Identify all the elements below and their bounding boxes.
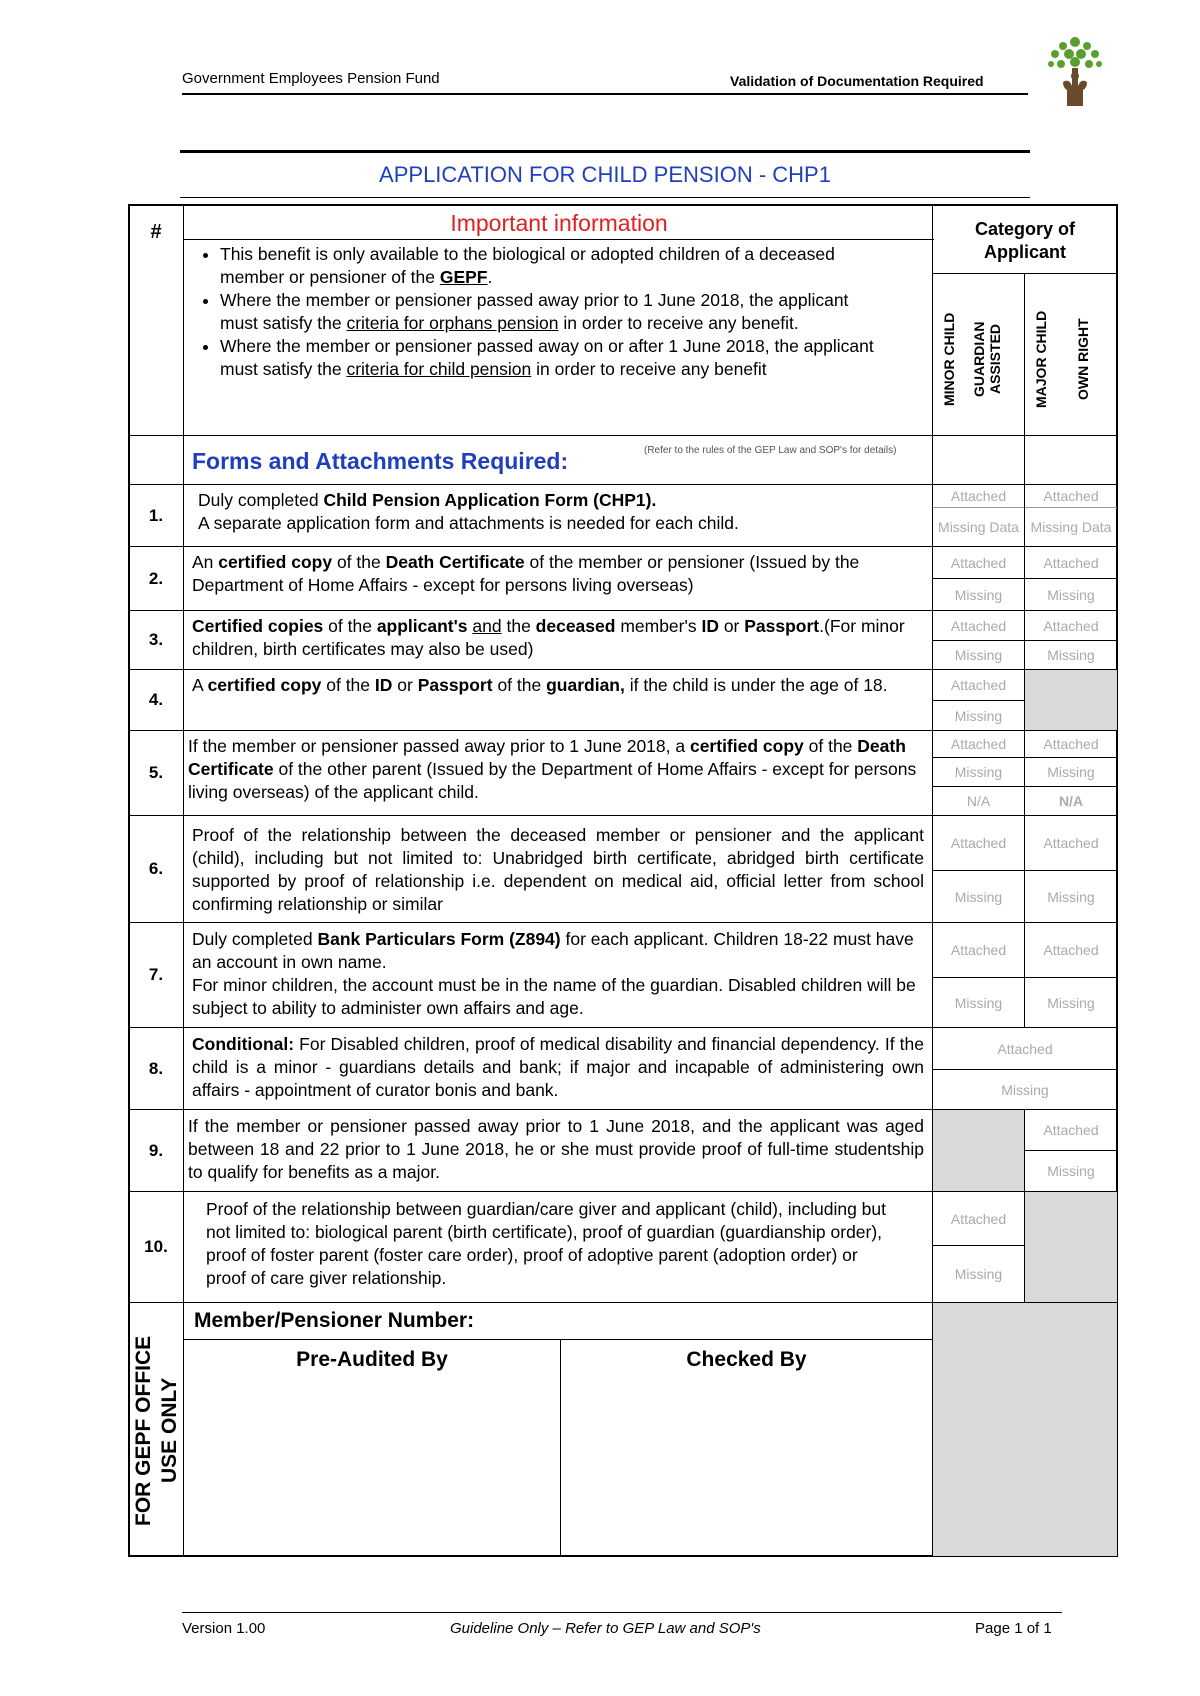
row-3-minor-attached[interactable]: Attached [932,610,1025,641]
row-4-num: 4. [128,669,184,731]
row-7-num: 7. [128,922,184,1028]
bullet-3: • Where the member or pensioner passed away on or after 1 June 2018, the applicant must satisfy the criteria for child pension in order to receive any benefit [220,335,884,381]
row-4-text: A certified copy of the ID or Passport of the guardian, if the child is under the age of 18. [183,669,933,731]
forms-num-cell [128,435,184,485]
header-rule [182,93,1028,95]
row-10-minor-attached[interactable]: Attached [932,1191,1025,1246]
row-5-minor-na[interactable]: N/A [932,786,1025,816]
bullet-2: • Where the member or pensioner passed away prior to 1 June 2018, the applicant must satisfy the criteria for orphans pension in order to receive any benefit. [220,289,884,335]
forms-heading-cell [183,435,933,485]
row-5-text: If the member or pensioner passed away prior to 1 June 2018, a certified copy of the Death Certificate of the other parent (Issued by the Department of Home Affairs - except for persons living overseas) of the applicant child. [183,730,933,816]
row-9-num: 9. [128,1109,184,1192]
row-1-major-attached[interactable]: Attached [1024,484,1118,508]
gepf-link[interactable]: GEPF [439,267,488,287]
row-3-major-attached[interactable]: Attached [1024,610,1118,641]
row-6-num: 6. [128,815,184,923]
office-stamp-area [932,1302,1118,1557]
footer-page: Page 1 of 1 [975,1620,1052,1637]
category-guardian-assisted: GUARDIAN ASSISTED [971,321,1003,397]
row-8-num: 8. [128,1027,184,1110]
header-validation-title: Validation of Documentation Required [730,73,984,89]
row-9-text: If the member or pensioner passed away prior to 1 June 2018, and the applicant was aged between 18 and 22 prior to 1 June 2018, he or she must provide proof of full-time studentship to qualify for benefits as a major. [183,1109,933,1192]
row-2-major-attached[interactable]: Attached [1024,546,1118,579]
forms-heading: Forms and Attachments Required: [192,448,569,474]
row-1-minor-attached[interactable]: Attached [932,484,1025,508]
row-10-minor-missing[interactable]: Missing [932,1245,1025,1303]
row-7-minor-attached[interactable]: Attached [932,922,1025,978]
row-1-num: 1. [128,484,184,547]
row-3-minor-missing[interactable]: Missing [932,640,1025,670]
row-9-minor-na [932,1109,1025,1192]
row-1-minor-box [932,484,1025,547]
row-5-minor-missing[interactable]: Missing [932,757,1025,787]
office-use-cell [128,1302,184,1557]
row-7-text: Duly completed Bank Particulars Form (Z894) for each applicant. Children 18-22 must have an account in own name. For minor children, the account must be in the name of the guardian. Disabled children will be subject to ability to administer own affairs and age. [183,922,933,1028]
row-7-minor-missing[interactable]: Missing [932,977,1025,1028]
orphans-pension-link[interactable]: criteria for orphans pension [346,313,559,333]
row-10-text: Proof of the relationship between guardian/care giver and applicant (child), including but not limited to: biological parent (birth certificate), proof of guardian (guardianship order), proof of foster parent (foster care order), proof of adoptive parent (adoption order) or proof of care giver relationship. [183,1191,933,1303]
office-use-label: FOR GEPF OFFICE USE ONLY [132,1335,181,1526]
footer-rule [182,1612,1062,1613]
forms-cat-cell-2 [1024,435,1118,485]
row-1-minor-missing[interactable]: Missing Data [938,519,1019,535]
row-1-major-box [1024,484,1118,547]
row-9-major-attached[interactable]: Attached [1024,1109,1118,1151]
row-6-minor-attached[interactable]: Attached [932,815,1025,871]
row-2-minor-missing[interactable]: Missing [932,578,1025,611]
row-10-major-na [1024,1191,1118,1303]
row-7-major-attached[interactable]: Attached [1024,922,1118,978]
forms-note: (Refer to the rules of the GEP Law and SOP's for details) [644,445,897,456]
row-1-text: Duly completed Child Pension Application Form (CHP1). A separate application form and attachments is needed for each child. [183,484,933,547]
title-bottom-rule [180,197,1030,198]
checked-by-box[interactable]: Checked By [560,1339,933,1557]
row-5-num: 5. [128,730,184,816]
pre-audited-by-box[interactable]: Pre-Audited By [183,1339,561,1557]
row-5-major-na[interactable]: N/A [1024,786,1118,816]
member-number-field[interactable]: Member/Pensioner Number: [183,1302,933,1340]
category-minor-child: MINOR CHILD [941,312,957,406]
important-info-bullets [184,243,884,381]
row-4-minor-missing[interactable]: Missing [932,700,1025,731]
footer-version: Version 1.00 [182,1620,266,1637]
row-8-missing[interactable]: Missing [932,1069,1118,1110]
row-10-num: 10. [128,1191,184,1303]
row-2-major-missing[interactable]: Missing [1024,578,1118,611]
footer-guideline: Guideline Only – Refer to GEP Law and SOP's [450,1620,761,1637]
row-8-attached[interactable]: Attached [932,1027,1118,1070]
row-6-major-attached[interactable]: Attached [1024,815,1118,871]
row-6-major-missing[interactable]: Missing [1024,870,1118,923]
row-4-major-na [1024,669,1118,731]
row-6-text: Proof of the relationship between the deceased member or pensioner and the applicant (child), including but not limited to: Unabridged birth certificate, abridged birth certificate supported by proof of relationship i.e. dependent on medical aid, official letter from school confirming relationship or similar [183,815,933,923]
row-6-minor-missing[interactable]: Missing [932,870,1025,923]
category-own-right: OWN RIGHT [1075,318,1091,400]
important-info-cell [183,204,933,436]
gepf-logo [1045,32,1105,112]
bullet-1: • This benefit is only available to the biological or adopted children of a deceased member or pensioner of the GEPF. [220,243,884,289]
row-5-major-attached[interactable]: Attached [1024,730,1118,758]
important-info-heading: Important information [450,210,668,236]
row-5-major-missing[interactable]: Missing [1024,757,1118,787]
row-7-major-missing[interactable]: Missing [1024,977,1118,1028]
row-2-text: An certified copy of the Death Certificate of the member or pensioner (Issued by the Department of Home Affairs - except for persons living overseas) [183,546,933,611]
category-heading: Category of Applicant [932,204,1118,274]
row-3-num: 3. [128,610,184,670]
category-major-col [1024,273,1118,436]
header-fund-name: Government Employees Pension Fund [182,70,440,87]
form-title: APPLICATION FOR CHILD PENSION - CHP1 [379,162,831,187]
title-top-rule [180,150,1030,153]
row-3-major-missing[interactable]: Missing [1024,640,1118,670]
hash-header: # [128,204,184,436]
child-pension-link[interactable]: criteria for child pension [346,359,532,379]
row-1-major-missing[interactable]: Missing Data [1030,519,1112,535]
category-major-child: MAJOR CHILD [1033,310,1049,408]
row-2-minor-attached[interactable]: Attached [932,546,1025,579]
row-3-text: Certified copies of the applicant's and the deceased member's ID or Passport.(For minor children, birth certificates may also be used) [183,610,933,670]
row-2-num: 2. [128,546,184,611]
row-5-minor-attached[interactable]: Attached [932,730,1025,758]
row-4-minor-attached[interactable]: Attached [932,669,1025,701]
row-8-text: Conditional: For Disabled children, proof of medical disability and financial dependency. If the child is a minor - guardians details and bank; if major and incapable of administering own affairs - appointment of curator bonis and bank. [183,1027,933,1110]
row-9-major-missing[interactable]: Missing [1024,1150,1118,1192]
category-minor-col [932,273,1025,436]
forms-cat-cell-1 [932,435,1025,485]
